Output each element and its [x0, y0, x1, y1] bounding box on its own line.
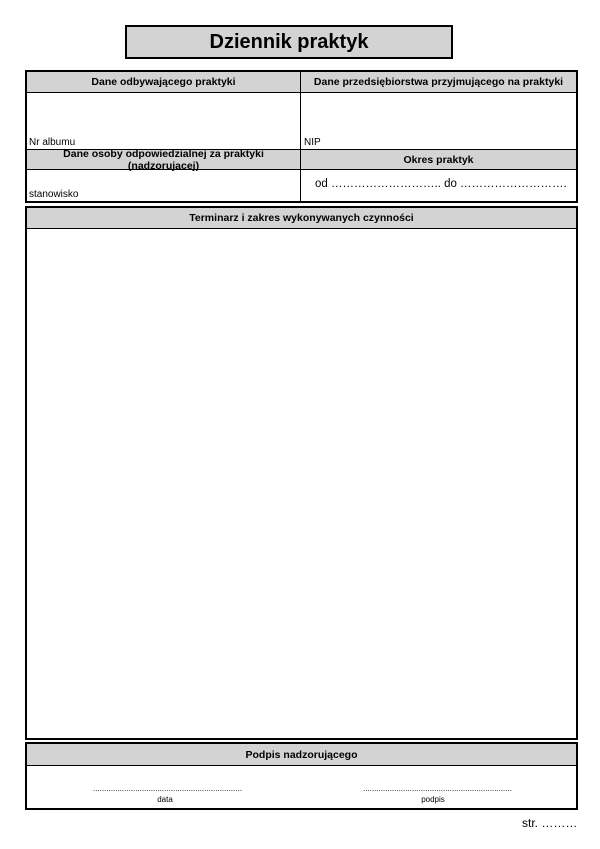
supervisor-data-field[interactable]	[27, 170, 301, 201]
signature-line[interactable]: ...................................................................	[363, 784, 512, 793]
page-number: str. ………	[522, 816, 578, 830]
company-header: Dane przedsiębiorstwa przyjmującego na praktyki	[301, 72, 576, 93]
document-title: Dziennik praktyk	[125, 25, 453, 59]
signature-label: podpis	[421, 795, 445, 804]
company-data-field[interactable]	[301, 93, 576, 149]
position-label: stanowisko	[29, 189, 79, 200]
schedule-header: Terminarz i zakres wykonywanych czynności	[27, 208, 576, 229]
date-label: data	[157, 795, 173, 804]
supervisor-header: Dane osoby odpowiedzialnej za praktyki (nadzorujacej)	[27, 149, 301, 170]
schedule-content-area[interactable]	[27, 229, 576, 738]
period-field[interactable]	[301, 170, 576, 201]
date-line[interactable]: ...................................................................	[93, 784, 242, 793]
period-header: Okres praktyk	[301, 149, 576, 170]
period-text: od ……………………….. do ……………………….	[315, 178, 567, 190]
student-data-field[interactable]	[27, 93, 301, 149]
nip-label: NIP	[304, 137, 321, 148]
signature-section	[25, 742, 578, 810]
schedule-section	[25, 206, 578, 740]
signature-header: Podpis nadzorującego	[27, 744, 576, 766]
student-header: Dane odbywającego praktyki	[27, 72, 301, 93]
album-number-label: Nr albumu	[29, 137, 76, 148]
info-section	[25, 70, 578, 203]
